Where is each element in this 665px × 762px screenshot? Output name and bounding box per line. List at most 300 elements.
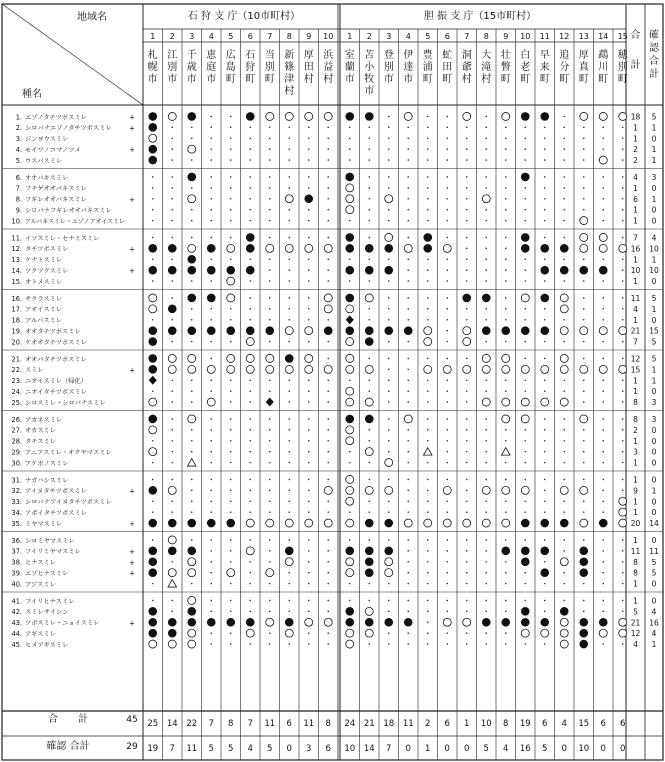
record-mark: [521, 365, 529, 373]
total-header: 合: [630, 30, 641, 41]
empty-dot: [308, 176, 310, 178]
empty-dot: [524, 209, 526, 211]
empty-dot: [446, 187, 448, 189]
record-mark: [346, 519, 354, 527]
confirmed-record-mark: [207, 244, 215, 252]
species-total: 12: [630, 354, 641, 364]
species-name: フギレオオバキスミレ: [25, 196, 87, 204]
species-confirmed-total: 1: [651, 145, 657, 155]
empty-dot: [563, 319, 565, 321]
species-confirmed-total: 0: [651, 277, 657, 287]
column-confirmed-total: 0: [600, 744, 606, 754]
empty-dot: [485, 319, 487, 321]
empty-dot: [563, 379, 565, 381]
municipality-number: 5: [425, 32, 431, 41]
confirmed-record-mark: [385, 266, 393, 274]
species-total: 8: [633, 568, 638, 578]
empty-dot: [427, 159, 429, 161]
empty-dot: [524, 429, 526, 431]
empty-dot: [171, 600, 173, 602]
empty-dot: [622, 127, 624, 129]
empty-dot: [230, 379, 232, 381]
empty-dot: [349, 451, 351, 453]
empty-dot: [524, 479, 526, 481]
record-mark: [188, 365, 196, 373]
empty-dot: [622, 176, 624, 178]
species-name: シロミヤマスミレ: [25, 537, 75, 545]
empty-dot: [505, 561, 507, 563]
empty-dot: [427, 220, 429, 222]
species-number: 16.: [11, 294, 22, 303]
empty-dot: [230, 319, 232, 321]
empty-dot: [407, 401, 409, 403]
empty-dot: [230, 237, 232, 239]
record-mark: [246, 338, 254, 346]
column-total: 4: [561, 719, 567, 729]
record-mark: [149, 134, 157, 142]
empty-dot: [524, 440, 526, 442]
record-mark: [560, 618, 568, 626]
empty-dot: [427, 561, 429, 563]
municipality-name: 市: [364, 86, 375, 97]
empty-dot: [505, 572, 507, 574]
record-mark: [619, 112, 627, 120]
empty-dot: [327, 358, 329, 360]
species-confirmed-total: 5: [651, 557, 657, 567]
empty-dot: [152, 258, 154, 260]
empty-dot: [171, 429, 173, 431]
species-name: ツクツクスミレ: [25, 267, 69, 275]
empty-dot: [407, 479, 409, 481]
empty-dot: [563, 600, 565, 602]
species-number: 18.: [11, 316, 22, 325]
empty-dot: [485, 187, 487, 189]
empty-dot: [407, 341, 409, 343]
empty-dot: [563, 451, 565, 453]
empty-dot: [269, 479, 271, 481]
empty-dot: [249, 379, 251, 381]
species-marker: +: [129, 245, 135, 254]
record-mark: [541, 365, 549, 373]
column-confirmed-total: 0: [620, 744, 626, 754]
confirmed-record-mark: [385, 618, 393, 626]
confirmed-record-mark: [266, 327, 274, 335]
empty-dot: [446, 137, 448, 139]
empty-dot: [368, 643, 370, 645]
empty-dot: [249, 561, 251, 563]
empty-dot: [563, 462, 565, 464]
municipality-name: 市: [344, 74, 355, 85]
municipality-name: 伊: [403, 50, 414, 61]
species-confirmed-total: 0: [651, 579, 657, 589]
empty-dot: [583, 358, 585, 360]
confirmed-record-mark: [346, 415, 354, 423]
empty-dot: [210, 511, 212, 513]
column-total: 8: [228, 719, 234, 729]
empty-dot: [602, 220, 604, 222]
empty-dot: [327, 269, 329, 271]
empty-dot: [388, 220, 390, 222]
empty-dot: [466, 600, 468, 602]
empty-dot: [544, 258, 546, 260]
empty-dot: [171, 280, 173, 282]
empty-dot: [269, 440, 271, 442]
empty-dot: [427, 198, 429, 200]
table-row: [12, 255, 657, 264]
empty-dot: [407, 159, 409, 161]
empty-dot: [269, 297, 271, 299]
table-row: [12, 459, 657, 468]
iburi-header: 胆 振 支 庁（15市町村）: [423, 11, 537, 22]
municipality-name: 浦: [422, 62, 433, 73]
empty-dot: [269, 550, 271, 552]
column-total: 1: [464, 719, 470, 729]
confirmed-record-mark: [149, 327, 157, 335]
empty-dot: [388, 209, 390, 211]
empty-dot: [249, 209, 251, 211]
species-number: 32.: [11, 487, 22, 496]
confirmed-record-mark: [365, 547, 373, 555]
empty-dot: [349, 462, 351, 464]
species-confirmed-total: 0: [651, 216, 657, 226]
record-mark: [404, 112, 412, 120]
empty-dot: [622, 550, 624, 552]
confirmed-record-mark: [424, 244, 432, 252]
confirmed-record-mark: [580, 640, 588, 648]
empty-dot: [505, 379, 507, 381]
species-total: 7: [633, 233, 638, 243]
confirmed-record-mark: [246, 233, 254, 241]
empty-dot: [230, 462, 232, 464]
empty-dot: [563, 429, 565, 431]
empty-dot: [544, 418, 546, 420]
confirmed-record-mark: [365, 618, 373, 626]
record-mark: [149, 640, 157, 648]
empty-dot: [583, 297, 585, 299]
empty-dot: [171, 176, 173, 178]
empty-dot: [152, 237, 154, 239]
empty-dot: [466, 462, 468, 464]
empty-dot: [210, 611, 212, 613]
empty-dot: [327, 159, 329, 161]
record-mark: [346, 206, 354, 214]
record-mark: [463, 338, 471, 346]
empty-dot: [210, 319, 212, 321]
species-name: スミレ: [25, 367, 44, 375]
column-confirmed-total: 14: [363, 744, 375, 754]
empty-dot: [544, 583, 546, 585]
municipality-name: 市: [147, 74, 158, 85]
empty-dot: [269, 148, 271, 150]
empty-dot: [249, 643, 251, 645]
empty-dot: [171, 379, 173, 381]
empty-dot: [602, 319, 604, 321]
confirmed-record-mark: [149, 112, 157, 120]
species-confirmed-total: 16: [649, 618, 659, 628]
empty-dot: [288, 148, 290, 150]
empty-dot: [308, 319, 310, 321]
confirmed-total-header: 認: [649, 43, 659, 54]
species-number: 19.: [11, 327, 22, 336]
record-mark: [502, 486, 510, 494]
confirmed-record-mark: [424, 233, 432, 241]
empty-dot: [602, 643, 604, 645]
empty-dot: [388, 358, 390, 360]
empty-dot: [427, 297, 429, 299]
empty-dot: [407, 308, 409, 310]
confirmed-record-mark: [502, 618, 510, 626]
empty-dot: [191, 401, 193, 403]
empty-dot: [622, 319, 624, 321]
record-mark: [599, 156, 607, 164]
empty-dot: [563, 198, 565, 200]
empty-dot: [583, 176, 585, 178]
empty-dot: [249, 511, 251, 513]
species-confirmed-total: 0: [651, 458, 657, 468]
municipality-name: 千: [186, 50, 197, 61]
empty-dot: [466, 643, 468, 645]
empty-dot: [622, 462, 624, 464]
empty-dot: [407, 369, 409, 371]
record-mark: [324, 112, 332, 120]
empty-dot: [269, 341, 271, 343]
empty-dot: [249, 440, 251, 442]
confirmed-record-mark: [346, 618, 354, 626]
record-mark: [385, 569, 393, 577]
record-mark: [424, 519, 432, 527]
empty-dot: [505, 269, 507, 271]
municipality-number: 1: [347, 32, 353, 41]
confirmed-record-mark: [599, 266, 607, 274]
confirmed-record-mark: [365, 244, 373, 252]
column-total: 11: [402, 719, 414, 729]
empty-dot: [524, 462, 526, 464]
empty-dot: [544, 561, 546, 563]
empty-dot: [191, 237, 193, 239]
empty-dot: [544, 220, 546, 222]
species-confirmed-total: 5: [651, 568, 657, 578]
empty-dot: [446, 462, 448, 464]
empty-dot: [544, 127, 546, 129]
record-mark: [560, 354, 568, 362]
record-mark: [188, 415, 196, 423]
table-row: [12, 426, 657, 435]
empty-dot: [368, 539, 370, 541]
record-mark: [188, 640, 196, 648]
empty-dot: [152, 319, 154, 321]
column-confirmed-total: 11: [186, 744, 198, 754]
record-mark: [168, 536, 176, 544]
confirmed-record-mark: [149, 145, 157, 153]
species-number: 37.: [11, 547, 22, 556]
municipality-name: 町: [539, 74, 550, 85]
empty-dot: [191, 583, 193, 585]
empty-dot: [230, 341, 232, 343]
empty-dot: [446, 583, 448, 585]
record-mark: [324, 294, 332, 302]
empty-dot: [563, 500, 565, 502]
species-number: 5.: [15, 156, 22, 165]
empty-dot: [485, 539, 487, 541]
column-confirmed-total: 3: [306, 744, 312, 754]
column-confirmed-total: 0: [561, 744, 567, 754]
empty-dot: [602, 583, 604, 585]
confirmed-record-mark: [599, 618, 607, 626]
table-row: [12, 607, 657, 616]
empty-dot: [388, 500, 390, 502]
empty-dot: [524, 319, 526, 321]
municipality-name: 牧: [364, 74, 375, 85]
empty-dot: [349, 137, 351, 139]
empty-dot: [602, 209, 604, 211]
species-name: スミレサイシン: [25, 609, 69, 617]
empty-dot: [602, 401, 604, 403]
municipality-name: 厚: [303, 50, 314, 61]
empty-dot: [505, 148, 507, 150]
empty-dot: [622, 611, 624, 613]
record-mark: [168, 354, 176, 362]
confirmed-record-mark: [385, 244, 393, 252]
species-confirmed-total: 0: [651, 596, 657, 606]
municipality-name: 鵡: [598, 50, 609, 61]
empty-dot: [308, 550, 310, 552]
empty-dot: [466, 187, 468, 189]
empty-dot: [327, 137, 329, 139]
empty-dot: [269, 561, 271, 563]
table-row: [12, 536, 657, 545]
empty-dot: [388, 643, 390, 645]
empty-dot: [544, 611, 546, 613]
empty-dot: [327, 611, 329, 613]
empty-dot: [427, 462, 429, 464]
table-row: [12, 475, 657, 484]
municipality-number: 8: [286, 32, 292, 41]
table-row: [12, 315, 657, 325]
empty-dot: [427, 429, 429, 431]
empty-dot: [622, 280, 624, 282]
confirmed-record-mark: [188, 519, 196, 527]
empty-dot: [544, 341, 546, 343]
empty-dot: [230, 643, 232, 645]
confirmed-record-mark: [346, 173, 354, 181]
empty-dot: [349, 258, 351, 260]
species-name-header: 種名: [22, 89, 42, 100]
empty-dot: [327, 127, 329, 129]
record-mark: [266, 519, 274, 527]
empty-dot: [308, 390, 310, 392]
column-total: 11: [303, 719, 315, 729]
empty-dot: [249, 611, 251, 613]
empty-dot: [622, 159, 624, 161]
empty-dot: [583, 187, 585, 189]
empty-dot: [368, 258, 370, 260]
species-total: 21: [630, 618, 641, 628]
municipality-name: 滝: [481, 62, 492, 73]
empty-dot: [622, 341, 624, 343]
record-mark: [168, 569, 176, 577]
municipality-name: 爺: [461, 62, 472, 73]
empty-dot: [466, 198, 468, 200]
empty-dot: [505, 390, 507, 392]
empty-dot: [524, 280, 526, 282]
confirmed-record-mark: [246, 112, 254, 120]
empty-dot: [563, 127, 565, 129]
species-confirmed-total: 0: [651, 447, 657, 457]
record-mark: [521, 294, 529, 302]
empty-dot: [407, 511, 409, 513]
totals-label: 合 計: [48, 714, 88, 725]
municipality-name: 小: [364, 62, 375, 73]
empty-dot: [466, 632, 468, 634]
species-number: 8.: [15, 195, 22, 204]
record-mark: [521, 486, 529, 494]
table-row: [12, 376, 657, 386]
empty-dot: [288, 237, 290, 239]
record-mark: [324, 486, 332, 494]
empty-dot: [388, 379, 390, 381]
empty-dot: [210, 379, 212, 381]
column-confirmed-total: 0: [286, 744, 292, 754]
municipality-number: 8: [483, 32, 489, 41]
table-row: [16, 123, 657, 132]
record-mark: [580, 415, 588, 423]
empty-dot: [269, 280, 271, 282]
column-total: 7: [208, 719, 214, 729]
empty-dot: [407, 611, 409, 613]
empty-dot: [524, 358, 526, 360]
empty-dot: [210, 258, 212, 260]
empty-dot: [485, 550, 487, 552]
empty-dot: [152, 187, 154, 189]
confirmed-record-mark: [246, 618, 254, 626]
table-row: [16, 173, 657, 182]
municipality-name: 別: [167, 62, 178, 73]
empty-dot: [466, 479, 468, 481]
empty-dot: [602, 539, 604, 541]
record-mark: [463, 112, 471, 120]
empty-dot: [485, 611, 487, 613]
empty-dot: [583, 280, 585, 282]
record-mark: [149, 294, 157, 302]
empty-dot: [230, 127, 232, 129]
empty-dot: [368, 209, 370, 211]
empty-dot: [563, 209, 565, 211]
empty-dot: [602, 490, 604, 492]
species-total: 1: [633, 277, 638, 287]
species-name: アルバキスミレ・エゾノアオイスミレ: [25, 218, 129, 226]
empty-dot: [230, 198, 232, 200]
empty-dot: [466, 429, 468, 431]
empty-dot: [210, 561, 212, 563]
species-confirmed-total: 0: [651, 436, 657, 446]
empty-dot: [485, 308, 487, 310]
empty-dot: [249, 429, 251, 431]
species-name: アオイスミレ: [25, 306, 62, 314]
empty-dot: [485, 148, 487, 150]
empty-dot: [388, 148, 390, 150]
municipality-name: 村: [284, 86, 295, 97]
municipality-number: 6: [247, 32, 253, 41]
species-total: 4: [633, 640, 638, 650]
empty-dot: [446, 539, 448, 541]
species-total: 1: [633, 458, 638, 468]
record-mark: [346, 184, 354, 192]
empty-dot: [544, 358, 546, 360]
municipality-name: 庭: [206, 62, 217, 73]
empty-dot: [308, 643, 310, 645]
empty-dot: [407, 209, 409, 211]
species-total: 6: [633, 194, 638, 204]
